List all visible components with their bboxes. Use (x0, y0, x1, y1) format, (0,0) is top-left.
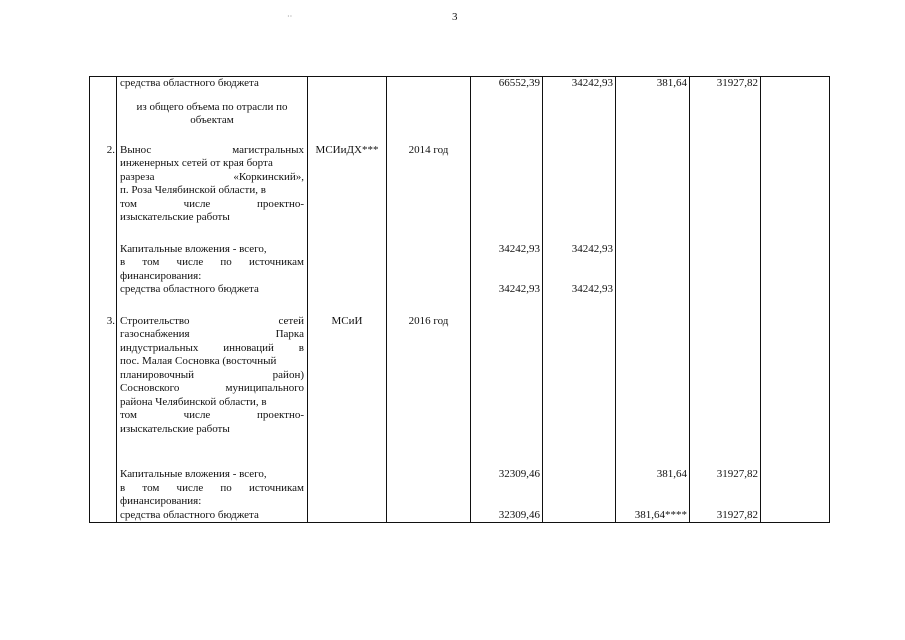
table-row (90, 468, 830, 509)
index-cell (90, 77, 117, 91)
text-line: изыскательские работы (120, 211, 230, 223)
text-word: проектно- (257, 409, 305, 421)
text-word: муниципального (225, 382, 304, 394)
text-word: том (120, 197, 137, 210)
text-word: числе (183, 409, 211, 421)
table-row (90, 243, 830, 284)
object-name-cell (117, 138, 308, 243)
text-line: п. Роза Челябинской области, в (120, 184, 266, 196)
text-word: газоснабжения (120, 328, 190, 340)
text-word: Сосновского (120, 382, 180, 394)
value-total: 34242,93 (471, 283, 543, 315)
capital-investment-cell (117, 243, 308, 284)
text-word: сетей (278, 314, 304, 327)
text-line: финансирования: (120, 269, 202, 282)
stray-mark: ·· (287, 12, 293, 21)
subheading-cell (117, 91, 308, 138)
row-index: 3. (90, 315, 117, 469)
source-cell: средства областного бюджета (117, 509, 308, 523)
value-2016: 31927,82 (690, 468, 761, 509)
value-2016: 31927,82 (690, 509, 761, 523)
table-row (90, 283, 830, 315)
year-cell (387, 77, 471, 91)
text-word: «Коркинский», (233, 170, 304, 183)
budget-table (89, 76, 830, 523)
value-2014: 34242,93 (543, 243, 616, 284)
text-word: Парка (275, 328, 304, 340)
object-name-cell (117, 315, 308, 469)
year-cell: 2016 год (387, 315, 471, 469)
value-2014: 34242,93 (543, 283, 616, 315)
text-line: пос. Малая Сосновка (восточный (120, 355, 277, 367)
subheading-line: объектам (190, 114, 234, 126)
table-row (90, 509, 830, 523)
text-line: изыскательские работы (120, 422, 230, 435)
value-total: 32309,46 (471, 509, 543, 523)
text-line: в том числе по источникам (120, 481, 304, 494)
value-total: 32309,46 (471, 468, 543, 509)
executor-cell: МСИиДХ*** (308, 138, 387, 243)
table-row (90, 77, 830, 91)
year-cell: 2014 год (387, 138, 471, 243)
text-word: разреза (120, 170, 155, 183)
empty-cell (761, 77, 830, 91)
description-cell (117, 77, 308, 91)
source-cell: средства областного бюджета (117, 283, 308, 315)
value-2015: 381,64**** (616, 509, 690, 523)
value-2015: 381,64 (616, 468, 690, 509)
value-2015: 381,64 (616, 77, 690, 91)
row-text: средства областного бюджета (120, 77, 259, 89)
table-row (90, 138, 830, 243)
value-total: 34242,93 (471, 243, 543, 284)
text-line: финансирования: (120, 495, 202, 507)
executor-cell (308, 77, 387, 91)
text-line: района Челябинской области, в (120, 395, 267, 408)
text-word: числе (183, 197, 211, 210)
subheading-line: из общего объема по отрасли по (136, 100, 288, 113)
row-index: 2. (90, 138, 117, 243)
value-2014: 34242,93 (543, 77, 616, 91)
text-word: Строительство (120, 314, 190, 327)
text-line: индустриальных инноваций в (120, 341, 304, 354)
table-row (90, 315, 830, 469)
text-line: Капитальные вложения - всего, (120, 242, 267, 255)
text-word: проектно- (257, 197, 305, 210)
table-row (90, 91, 830, 138)
text-word: Вынос (120, 143, 152, 156)
value-2016: 31927,82 (690, 77, 761, 91)
text-word: магистральных (232, 143, 304, 156)
page-number: 3 (452, 11, 458, 23)
value-total: 66552,39 (471, 77, 543, 91)
text-line: инженерных сетей от края борта (120, 157, 273, 169)
text-word: район) (272, 368, 304, 381)
text-word: том (120, 409, 137, 421)
text-line: в том числе по источникам (120, 256, 304, 268)
text-word: планировочный (120, 368, 195, 381)
executor-cell: МСиИ (308, 315, 387, 469)
text-line: Капитальные вложения - всего, (120, 468, 267, 480)
capital-investment-cell (117, 468, 308, 509)
